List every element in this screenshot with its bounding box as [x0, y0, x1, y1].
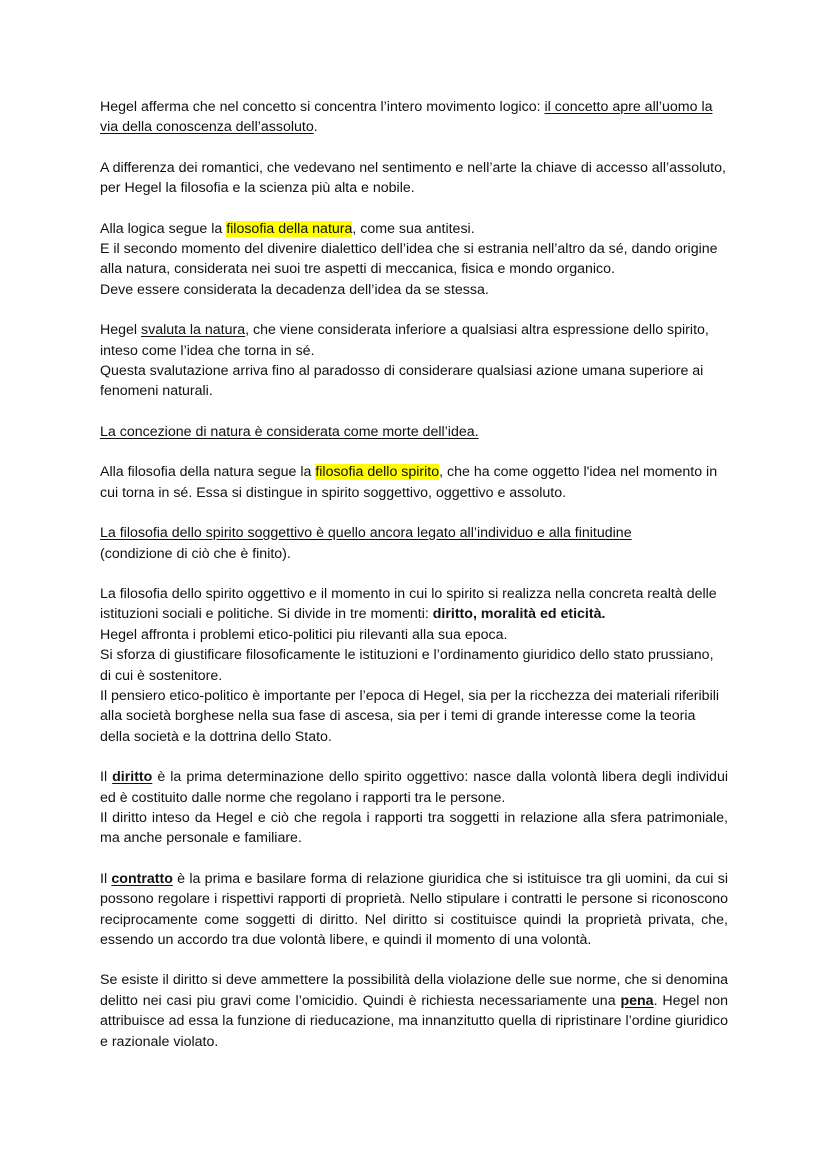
bold-underlined-term: contratto [111, 870, 173, 887]
text: . Hegel non attribuisce ad essa la funzione di rieducazione, ma innanzitutto quella di ripristinare l’ordine giuridico e razionale violato. [100, 992, 728, 1050]
text: Alla logica segue la [100, 220, 227, 237]
text: , che ha come oggetto l'idea nel momento in cui torna in sé. Essa si distingue in spirito soggettivo, oggettivo e assoluto. [100, 464, 718, 501]
text: è la prima determinazione dello spirito oggettivo: nasce dalla volontà libera degli individui ed è costituito dalle norme che regolano i rapporti tra le persone. [100, 769, 728, 806]
text: La filosofia dello spirito oggettivo e il momento in cui lo spirito si realizza nella concreta realtà delle istituzioni sociali e politiche. Si divide in tre momenti: [100, 585, 717, 623]
text: Il [100, 870, 112, 887]
text: , che viene considerata inferiore a qualsiasi altra espressione dello spirito, inteso come l’idea che torna in sé. [100, 322, 709, 359]
bold-underlined-term: diritto [112, 769, 153, 786]
text: è la prima e basilare forma di relazione giuridica che si istituisce tra gli uomini, da cui si possono regolare i rispettivi rapporti di proprietà. Nello stipulare i contratti le persone si riconoscono reciprocamente come soggetti di diritto. Nel diritto si costituisce quindi la proprietà privata, che, essendo un accordo tra due volontà libere, e quindi il momento di una volontà. [100, 870, 728, 948]
text-line: Hegel affronta i problemi etico-politici piu rilevanti alla sua epoca. [100, 626, 508, 643]
paragraph-pena [100, 970, 728, 1052]
text-line: Il pensiero etico-politico è importante per l’epoca di Hegel, sia per la ricchezza dei materiali riferibili alla società borghese nella sua fase di ascesa, sia per i temi di grande interesse come la teoria della società e la dottrina dello Stato. [100, 687, 720, 745]
underlined-text: La concezione di natura è considerata come morte dell’idea. [100, 423, 479, 440]
underlined-text: svaluta la natura [141, 322, 246, 339]
paragraph-romantici: A differenza dei romantici, che vedevano nel sentimento e nell’arte la chiave di accesso all’assoluto, per Hegel la filosofia e la scienza più alta e nobile. [100, 159, 726, 197]
paragraph-spirito-oggettivo [100, 584, 728, 747]
text: Alla filosofia della natura segue la [100, 464, 316, 481]
text: Il [100, 769, 113, 786]
paragraph-filosofia-spirito [100, 462, 728, 503]
text-line: Il diritto inteso da Hegel e ciò che regola i rapporti tra soggetti in relazione alla sfera patrimoniale, ma anche personale e familiare. [100, 809, 728, 847]
bold-text: diritto, moralità ed eticità. [432, 606, 606, 623]
bold-underlined-term: pena [620, 992, 654, 1009]
highlighted-term: filosofia della natura [226, 220, 353, 237]
paragraph-diritto [100, 767, 728, 849]
text-line: Deve essere considerata la decadenza dell’idea da se stessa. [100, 281, 489, 298]
text: . [313, 119, 318, 136]
paragraph-spirito-soggettivo [100, 523, 728, 564]
paragraph-concetto [100, 97, 728, 138]
underlined-text: il concetto apre all’uomo la via della conoscenza dell’assoluto [100, 99, 713, 136]
paragraph-svaluta-natura [100, 320, 728, 402]
text-line: E il secondo momento del divenire dialettico dell’idea che si estrania nell’altro da sé, dando origine alla natura, considerata nei suoi tre aspetti di meccanica, fisica e mondo organico. [100, 241, 718, 278]
text: , come sua antitesi. [352, 220, 475, 237]
underlined-text: La filosofia dello spirito soggettivo è quello ancora legato all’individuo e alla finitudine [100, 525, 632, 542]
paragraph-filosofia-natura [100, 219, 728, 301]
text: Se esiste il diritto si deve ammettere la possibilità della violazione delle sue norme, che si denomina delitto nei casi piu gravi come l’omicidio. Quindi è richiesta necessariamente una [100, 972, 728, 1009]
text-line: Questa svalutazione arriva fino al paradosso di considerare qualsiasi azione umana superiore ai fenomeni naturali. [100, 363, 704, 400]
text: Hegel afferma che nel concetto si concentra l’intero movimento logico: [100, 99, 545, 115]
text: Hegel [100, 322, 142, 339]
paragraph-morte-idea [100, 422, 728, 442]
text-line: Si sforza di giustificare filosoficamente le istituzioni e l’ordinamento giuridico dello stato prussiano, di cui è sostenitore. [100, 647, 714, 684]
paragraph-contratto [100, 869, 728, 951]
text-line: (condizione di ciò che è finito). [100, 545, 291, 562]
highlighted-term: filosofia dello spirito [315, 464, 440, 481]
